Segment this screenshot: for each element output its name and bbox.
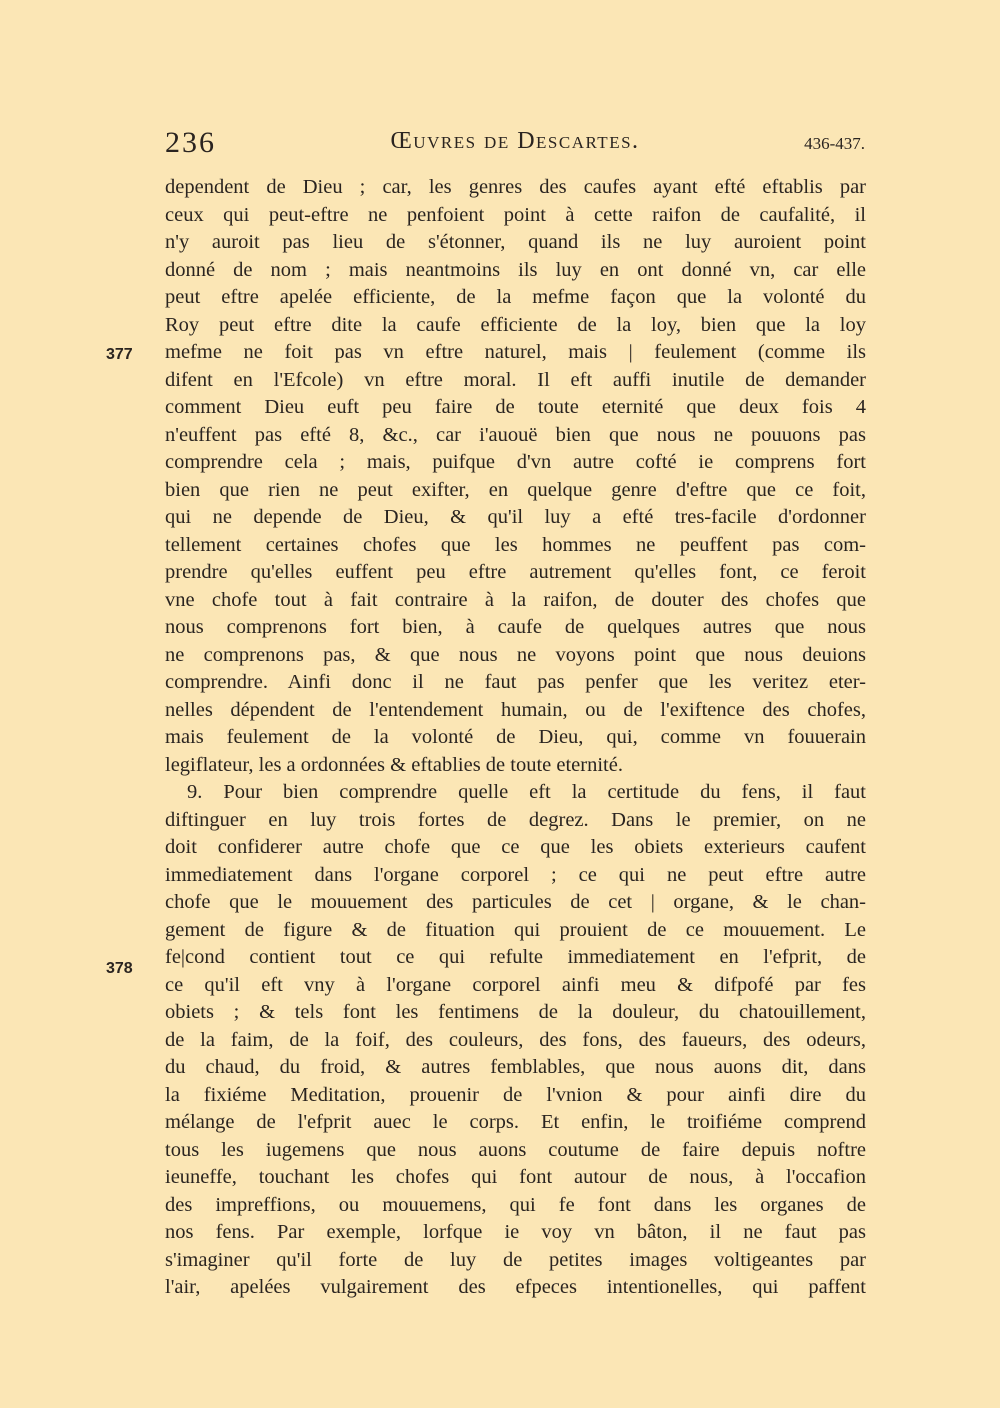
- text-line: dependent de Dieu ; car, les genres des caufes ayant efté eftablis par: [165, 176, 866, 198]
- header-page-range: 436-437.: [804, 134, 865, 153]
- text-line: fe|cond contient tout ce qui refulte immediatement en l'efprit, de: [165, 946, 866, 968]
- text-line: mefme ne foit pas vn eftre naturel, mais | feulement (comme ils: [165, 341, 866, 363]
- text-line: nous comprenons fort bien, à caufe de quelques autres que nous: [165, 616, 866, 638]
- text-line: nos fens. Par exemple, lorfque ie voy vn bâton, il ne faut pas: [165, 1221, 866, 1243]
- text-line: qui ne depende de Dieu, & qu'il luy a efté tres-facile d'ordonner: [165, 506, 866, 528]
- text-line: des impreffions, ou mouuemens, qui fe font dans les organes de: [165, 1193, 866, 1216]
- text-line: prendre qu'elles euffent peu eftre autrement qu'elles font, ce feroit: [165, 561, 866, 583]
- page-header: [165, 126, 865, 166]
- running-title: Œuvres de Descartes.: [390, 128, 640, 154]
- text-line: comment Dieu euft peu faire de toute eternité que deux fois 4: [165, 396, 866, 418]
- text-line: l'air, apelées vulgairement des efpeces intentionelles, qui paffent: [165, 1276, 866, 1298]
- text-line: de la faim, de la foif, des couleurs, des fons, des faueurs, des odeurs,: [165, 1028, 866, 1051]
- text-line: 9. Pour bien comprendre quelle eft la certitude du fens, il faut: [187, 781, 866, 803]
- margin-page-number: 378: [106, 960, 133, 977]
- text-line: n'y auroit pas lieu de s'étonner, quand ils ne luy auroient point: [165, 231, 866, 253]
- text-line: peut eftre apelée efficiente, de la mefme façon que la volonté du: [165, 286, 866, 308]
- text-line: s'imaginer qu'il forte de luy de petites images voltigeantes par: [165, 1248, 866, 1271]
- text-line: legiflateur, les a ordonnées & eftablies de toute eternité.: [165, 753, 623, 776]
- text-line: comprendre. Ainfi donc il ne faut pas penfer que les veritez eter-: [165, 671, 866, 693]
- text-line: n'euffent pas efté 8, &c., car i'auouë bien que nous ne pouuons pas: [165, 423, 866, 446]
- text-line: nelles dépendent de l'entendement humain, ou de l'exiftence des chofes,: [165, 698, 866, 721]
- text-line: ieuneffe, touchant les chofes qui font autour de nous, à l'occafion: [165, 1166, 866, 1188]
- text-line: chofe que le mouuement des particules de cet | organe, & le chan-: [165, 891, 866, 913]
- text-line: la fixiéme Meditation, prouenir de l'vnion & pour ainfi dire du: [165, 1083, 866, 1106]
- text-line: gement de figure & de fituation qui prouient de ce mouuement. Le: [165, 918, 866, 941]
- text-line: ne comprenons pas, & que nous ne voyons point que nous deuions: [165, 643, 866, 666]
- margin-page-number: 377: [106, 346, 133, 363]
- text-line: Roy peut eftre dite la caufe efficiente de la loy, bien que la loy: [165, 313, 866, 336]
- text-line: vne chofe tout à fait contraire à la raifon, de douter des chofes que: [165, 588, 866, 611]
- text-line: diftinguer en luy trois fortes de degrez. Dans le premier, on ne: [165, 808, 866, 831]
- text-line: comprendre cela ; mais, puifque d'vn autre cofté ie comprens fort: [165, 451, 866, 473]
- body-text: [165, 174, 866, 1302]
- text-line: mélange de l'efprit auec le corps. Et enfin, le troifiéme comprend: [165, 1111, 866, 1133]
- text-line: mais feulement de la volonté de Dieu, qui, comme vn fouuerain: [165, 726, 866, 748]
- text-line: difent en l'Efcole) vn eftre moral. Il eft auffi inutile de demander: [165, 368, 866, 391]
- text-line: tous les iugemens que nous auons coutume de faire depuis noftre: [165, 1138, 866, 1161]
- text-line: tellement certaines chofes que les hommes ne peuffent pas com-: [165, 533, 866, 556]
- page-number: 236: [165, 126, 216, 159]
- text-line: doit confiderer autre chofe que ce que les obiets exterieurs caufent: [165, 836, 866, 858]
- text-line: obiets ; & tels font les fentimens de la douleur, du chatouillement,: [165, 1001, 866, 1023]
- text-line: immediatement dans l'organe corporel ; ce qui ne peut eftre autre: [165, 863, 866, 886]
- text-line: du chaud, du froid, & autres femblables, que nous auons dit, dans: [165, 1056, 866, 1078]
- text-line: donné de nom ; mais neantmoins ils luy en ont donné vn, car elle: [165, 258, 866, 281]
- text-line: ceux qui peut-eftre ne penfoient point à cette raifon de caufalité, il: [165, 203, 866, 226]
- text-line: bien que rien ne peut exifter, en quelque genre d'eftre que ce foit,: [165, 478, 866, 501]
- text-line: ce qu'il eft vny à l'organe corporel ainfi meu & difpofé par fes: [165, 973, 866, 996]
